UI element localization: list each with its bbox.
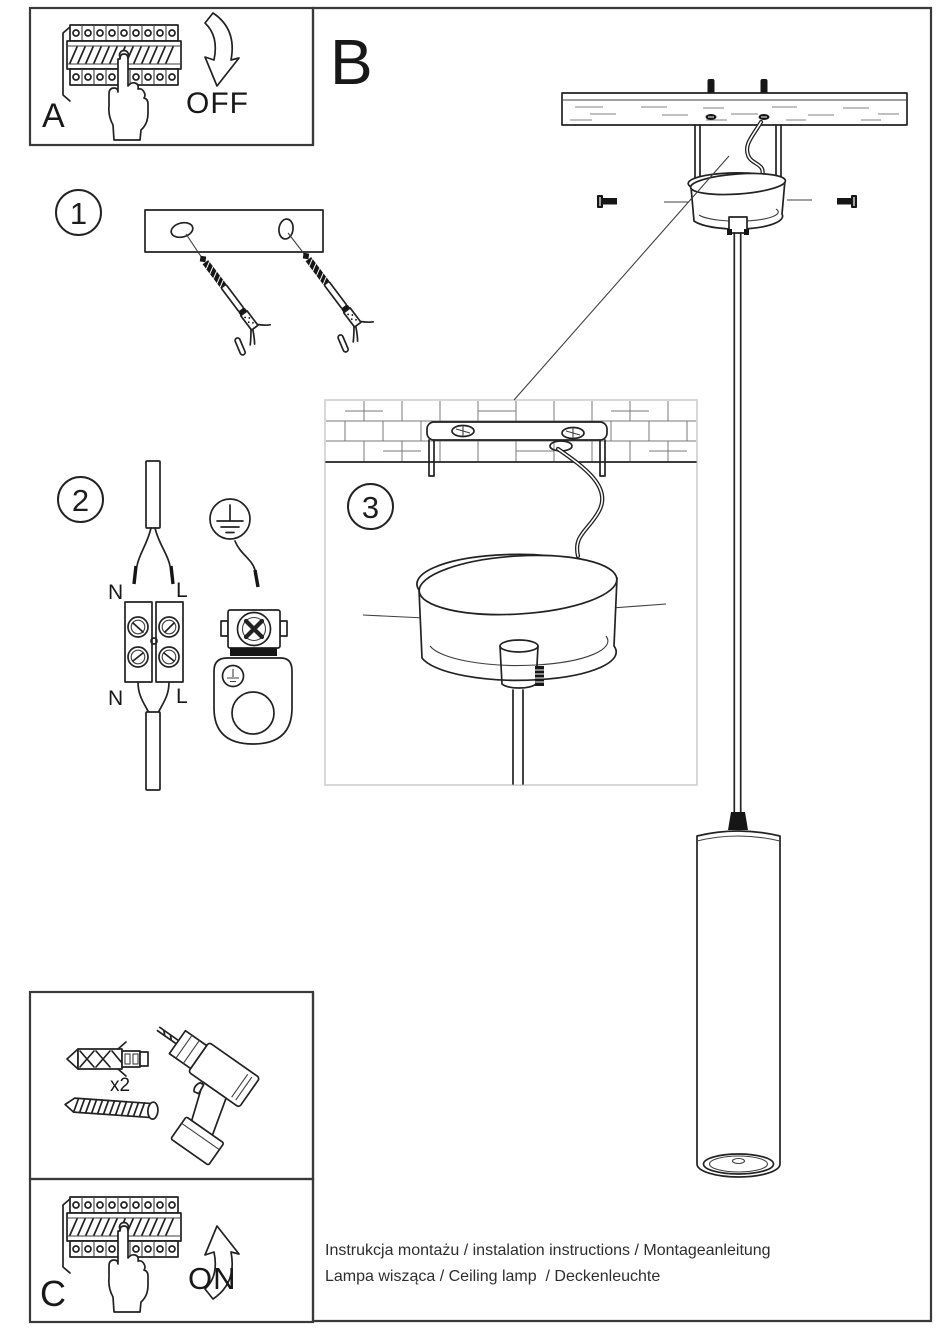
screw-anchor-icon: [179, 247, 276, 356]
lamp-cord-grip: [728, 812, 748, 830]
title-multilingual-line1: Instrukcja montażu / instalation instructions / Montageanleitung: [325, 1242, 771, 1259]
wall-plug-icon: [67, 1042, 148, 1076]
step-number-3: 3: [347, 483, 394, 530]
ground-terminal: [214, 610, 292, 744]
wire-label-neutral-top: N: [108, 581, 124, 604]
leader-line: [514, 156, 729, 400]
breaker-panel-a: [63, 13, 239, 140]
canopy-closeup: [417, 550, 619, 784]
ceiling-board: [562, 93, 907, 125]
step-number-1: 1: [55, 189, 102, 236]
cord-grip: [727, 217, 749, 235]
drill-icon: [111, 1014, 266, 1165]
power-cable: [146, 461, 160, 528]
ground-symbol-icon: [210, 499, 250, 539]
panel-b-label: B: [330, 26, 373, 98]
side-screw-right: [837, 195, 857, 208]
screw-anchor-icon: [282, 244, 379, 353]
terminal-block: [125, 602, 183, 682]
power-cable: [146, 712, 160, 790]
step-number-2: 2: [57, 476, 104, 523]
breaker-off-label: OFF: [186, 87, 249, 120]
curved-arrow-down-icon: [205, 13, 239, 86]
wire-label-live-bottom: L: [176, 685, 188, 708]
tools-box-frame: [30, 992, 313, 1179]
pendant-lamp: [697, 812, 780, 1177]
screw-icon: [65, 1096, 159, 1119]
step-3-inset: [325, 400, 697, 785]
step-1-drawing: [145, 210, 378, 357]
title-multilingual-line2: Lampa wisząca / Ceiling lamp / Deckenleuchte: [325, 1268, 661, 1285]
step-2-drawing: [125, 461, 292, 790]
breaker-on-label: ON: [188, 1261, 237, 1296]
box-c-label: C: [40, 1273, 66, 1314]
box-a-label: A: [42, 97, 65, 135]
wire-label-live-top: L: [176, 579, 188, 602]
cord-grip-screw: [535, 666, 544, 686]
anchor-quantity-label: x2: [110, 1075, 131, 1096]
suspension-cable: [734, 233, 740, 812]
side-screw-left: [597, 195, 617, 208]
tools-drawing: [65, 1014, 267, 1165]
panel-b-frame: [313, 8, 931, 1321]
wire-label-neutral-bottom: N: [108, 687, 124, 710]
